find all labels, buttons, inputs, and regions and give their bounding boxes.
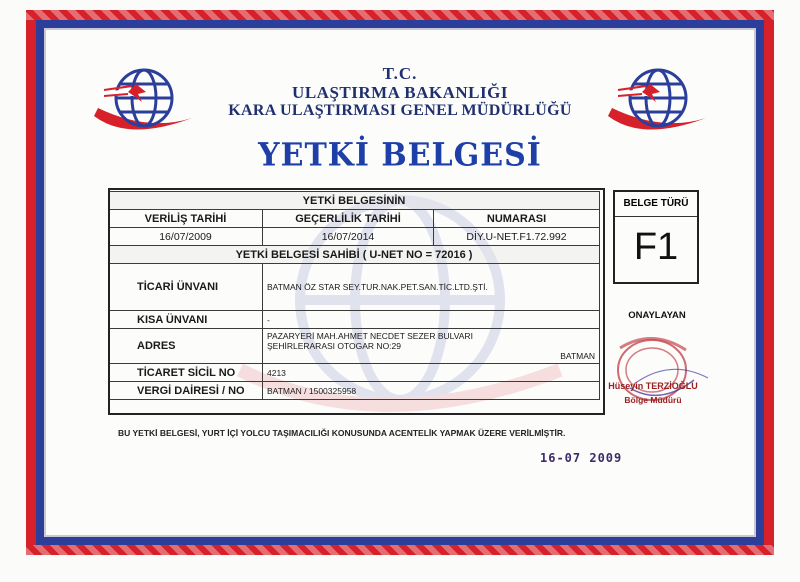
address-label: ADRES — [109, 329, 263, 364]
col-number: NUMARASI — [434, 210, 600, 228]
tax-label: VERGİ DAİRESİ / NO — [109, 382, 263, 400]
col-validity-date: GEÇERLİLİK TARİHİ — [263, 210, 434, 228]
validity-date-value: 16/07/2014 — [263, 228, 434, 246]
certificate-table — [108, 191, 600, 400]
document-title: YETKİ BELGESİ — [258, 137, 542, 174]
document-type-box — [613, 190, 699, 284]
signatory-role: Bölge Müdürü — [624, 395, 682, 405]
registry-value: 4213 — [263, 364, 600, 382]
certificate-number-value: DİY.U-NET.F1.72.992 — [434, 228, 600, 246]
border-stripes-top — [26, 10, 774, 20]
issue-date-value: 16/07/2009 — [109, 228, 263, 246]
trade-name-label: TİCARİ ÜNVANI — [109, 264, 263, 311]
address-city: BATMAN — [560, 351, 596, 361]
header-ministry: ULAŞTIRMA BAKANLIĞI — [292, 83, 508, 102]
header-tc: T.C. — [382, 64, 418, 83]
border-stripes-bottom — [26, 545, 774, 555]
short-name-value: - — [263, 311, 600, 329]
col-issue-date: VERİLİŞ TARİHİ — [109, 210, 263, 228]
document-type-value: F1 — [633, 226, 679, 268]
date-stamp: 16-07 2009 — [540, 451, 623, 465]
header-directorate: KARA ULAŞTIRMASI GENEL MÜDÜRLÜĞÜ — [228, 102, 572, 119]
short-name-label: KISA ÜNVANI — [109, 311, 263, 329]
registry-label: TİCARET SİCİL NO — [109, 364, 263, 382]
tax-value: BATMAN / 1500325958 — [263, 382, 600, 400]
signatory-name: Hüseyin TERZİOĞLU — [608, 381, 698, 391]
document-type-label: BELGE TÜRÜ — [615, 192, 697, 217]
section-title: YETKİ BELGESİNİN — [109, 192, 600, 210]
certificate-footnote: BU YETKİ BELGESİ, YURT İÇİ YOLCU TAŞIMACILIĞI KONUSUNDA ACENTELİK YAPMAK ÜZERE VERİLMİŞTİR. — [118, 428, 566, 438]
trade-name-value: BATMAN ÖZ STAR SEY.TUR.NAK.PET.SAN.TİC.LTD.ŞTİ. — [263, 264, 600, 311]
address-line1: PAZARYERİ MAH.AHMET NECDET SEZER BULVARI — [267, 331, 473, 341]
approval-label: ONAYLAYAN — [628, 310, 686, 321]
holder-title: YETKİ BELGESİ SAHİBİ ( U-NET NO = 72016 ) — [109, 246, 600, 264]
address-line2: ŞEHİRLERARASI OTOGAR NO:29 — [267, 341, 401, 351]
address-value — [263, 329, 600, 364]
